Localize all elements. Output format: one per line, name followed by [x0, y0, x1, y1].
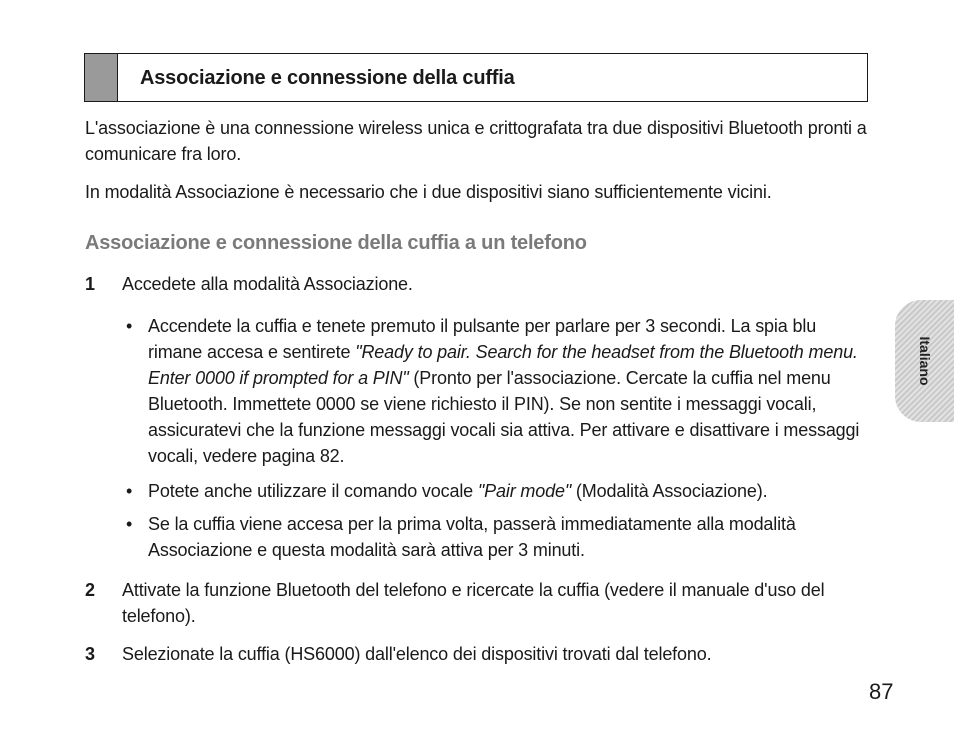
bullet-text: Se la cuffia viene accesa per la prima volta, passerà immediatamente alla modalità Associazione e questa modalità sarà attiva per 3 minuti. [148, 514, 796, 560]
bullet-dot: • [126, 481, 133, 501]
step-text: Accedete alla modalità Associazione. [122, 274, 413, 294]
subheading: Associazione e connessione della cuffia a un telefono [85, 232, 587, 254]
step-number: 1 [85, 274, 96, 294]
step-1 [85, 271, 875, 297]
bullet-item-2 [126, 478, 861, 504]
voice-prompt-quote: "Ready to pair. Search for the headset from the Bluetooth menu. Enter 0000 if prompted for a PIN" [148, 342, 858, 388]
step-text: Selezionate la cuffia (HS6000) dall'elenco dei dispositivi trovati dal telefono. [122, 644, 712, 664]
step-number: 3 [85, 644, 96, 664]
step-3 [85, 641, 875, 667]
section-title: Associazione e connessione della cuffia [140, 66, 515, 89]
step-2 [85, 577, 875, 629]
bullet-dot: • [126, 316, 133, 336]
intro-paragraph-1: L'associazione è una connessione wireless unica e crittografata tra due dispositivi Bluetooth pronti a comunicare fra loro. [85, 118, 867, 164]
bullet-text [148, 478, 861, 504]
step-number: 2 [85, 580, 96, 600]
language-tab-label: Italiano [917, 336, 933, 386]
bullet-item-1 [126, 313, 861, 469]
step-text: Attivate la funzione Bluetooth del telefono e ricercate la cuffia (vedere il manuale d'uso del telefono). [122, 580, 825, 626]
bullet-text-post: (Pronto per l'associazione. Cercate la cuffia nel menu Bluetooth. Immettete 0000 se viene richiesto il PIN). Se non sentite i messaggi vocali, assicuratevi che la funzione messaggi vocali sia attiva. Per attivare e disattivare i messaggi vocali, vedere pagina 82. [148, 368, 860, 466]
header-swatch [85, 54, 118, 101]
voice-command-quote: "Pair mode" [477, 481, 572, 501]
bullet-text-pre: Potete anche utilizzare il comando vocale [148, 481, 478, 501]
bullet-dot: • [126, 514, 133, 534]
page-number: 87 [869, 679, 894, 704]
intro-paragraph-2: In modalità Associazione è necessario che i due dispositivi siano sufficientemente vicini. [85, 182, 772, 202]
bullet-text-post: (Modalità Associazione). [571, 481, 768, 501]
section-header [84, 53, 868, 102]
bullet-item-3 [126, 511, 861, 563]
bullet-text-pre: Accendete la cuffia e tenete premuto il pulsante per parlare per 3 secondi. La spia blu rimane accesa e sentirete [148, 316, 817, 362]
bullet-text [148, 313, 861, 469]
